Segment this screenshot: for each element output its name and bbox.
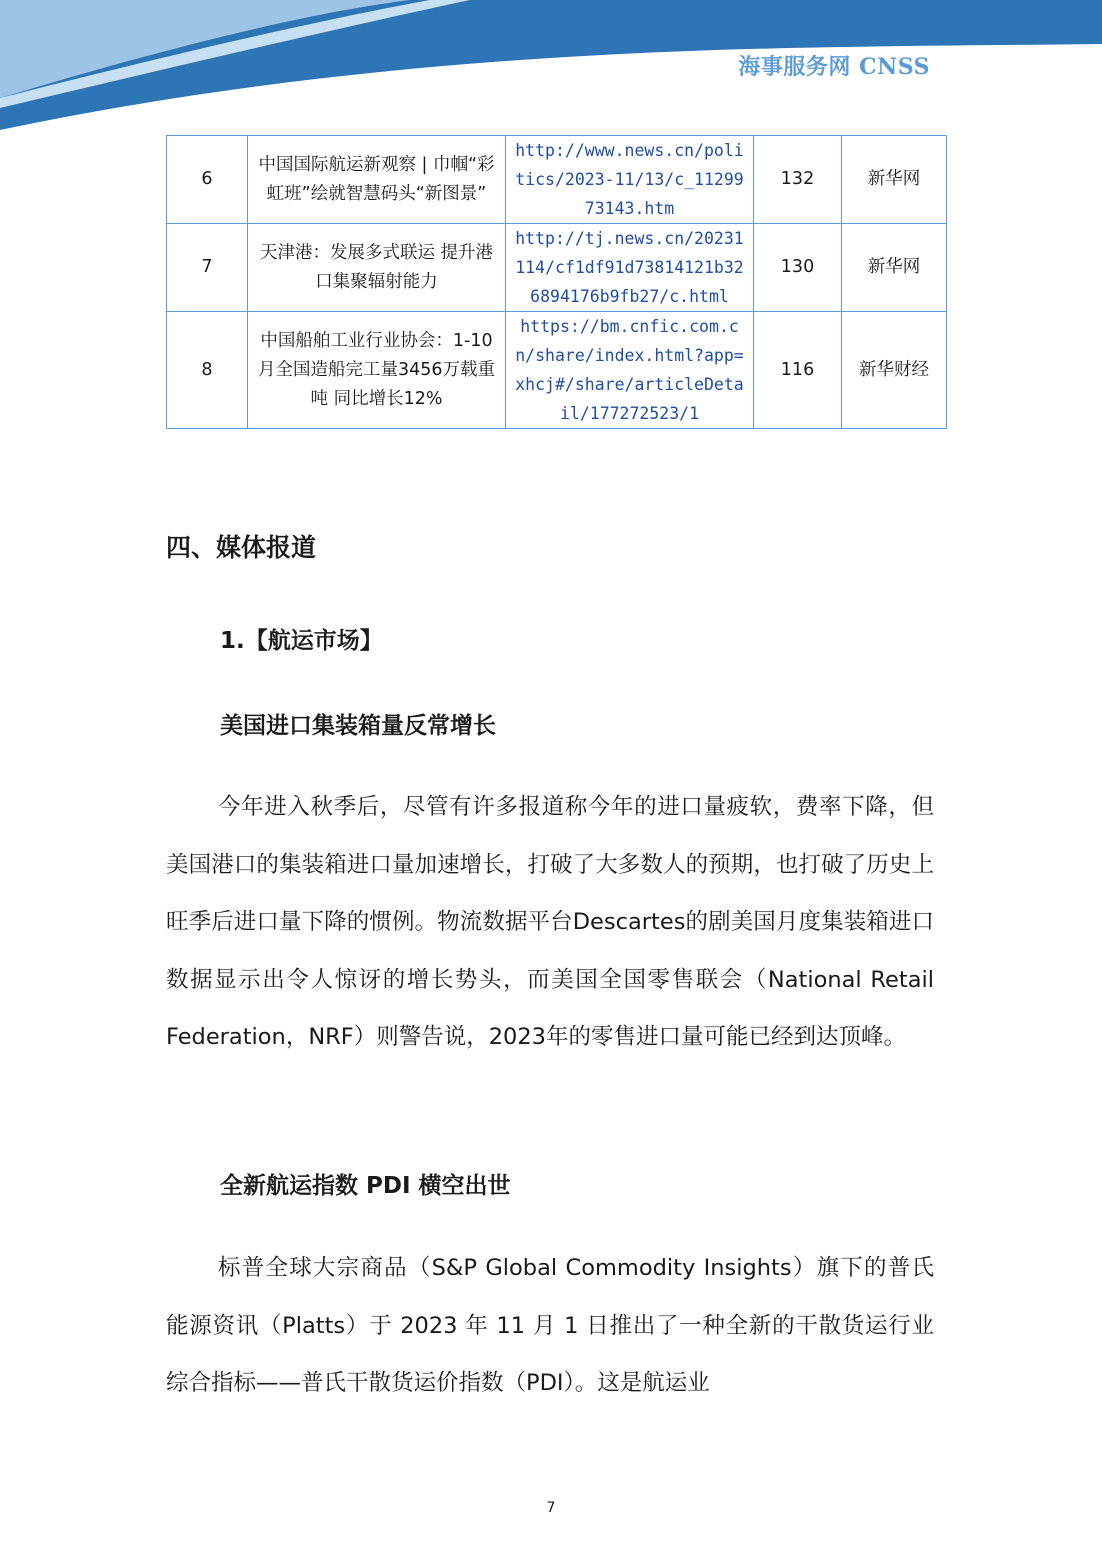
table-row xyxy=(167,136,947,224)
article-link[interactable]: https://bm.cnfic.com.cn/share/index.html?app=xhcj#/share/articleDetail/177272523/1 xyxy=(506,312,754,429)
article-body-us-imports: 今年进入秋季后，尽管有许多报道称今年的进口量疲软，费率下降，但美国港口的集装箱进口量加速增长，打破了大多数人的预期，也打破了历史上旺季后进口量下降的惯例。物流数据平台Descartes的剧美国月度集装箱进口数据显示出令人惊讶的增长势头，而美国全国零售联会（National Retail Federation，NRF）则警告说，2023年的零售进口量可能已经到达顶峰。 xyxy=(166,794,934,1050)
article-link[interactable]: http://tj.news.cn/20231114/cf1df91d73814121b326894176b9fb27/c.html xyxy=(506,224,754,312)
subsection-heading: 1.【航运市场】 xyxy=(220,628,383,654)
page-number: 7 xyxy=(546,1500,556,1516)
source-name: 新华网 xyxy=(842,224,947,312)
read-count: 116 xyxy=(754,312,842,429)
section-heading: 四、媒体报道 xyxy=(166,533,317,562)
source-name: 新华网 xyxy=(842,136,947,224)
article-link[interactable]: http://www.news.cn/politics/2023-11/13/c_1129973143.htm xyxy=(506,136,754,224)
article-title: 天津港：发展多式联运 提升港口集聚辐射能力 xyxy=(248,224,506,312)
row-number: 8 xyxy=(167,312,248,429)
article-title: 中国船舶工业行业协会：1-10月全国造船完工量3456万载重吨 同比增长12% xyxy=(248,312,506,429)
row-number: 7 xyxy=(167,224,248,312)
article-title-pdi: 全新航运指数 PDI 横空出世 xyxy=(220,1173,511,1199)
brand-title: 海事服务网 CNSS xyxy=(738,54,930,80)
article-title: 中国国际航运新观察 | 巾帼“彩虹班”绘就智慧码头“新图景” xyxy=(248,136,506,224)
article-title-us-imports: 美国进口集装箱量反常增长 xyxy=(220,713,496,739)
read-count: 132 xyxy=(754,136,842,224)
table-row xyxy=(167,224,947,312)
source-name: 新华财经 xyxy=(842,312,947,429)
row-number: 6 xyxy=(167,136,248,224)
read-count: 130 xyxy=(754,224,842,312)
article-body-pdi: 标普全球大宗商品（S&P Global Commodity Insights）旗下的普氏能源资讯（Platts）于 2023 年 11 月 1 日推出了一种全新的干散货运行业综合指标——普氏干散货运价指数（PDI）。这是航运业 xyxy=(166,1255,934,1396)
table-row xyxy=(167,312,947,429)
header-wave-decoration xyxy=(0,0,1102,140)
news-ranking-table xyxy=(166,135,947,429)
